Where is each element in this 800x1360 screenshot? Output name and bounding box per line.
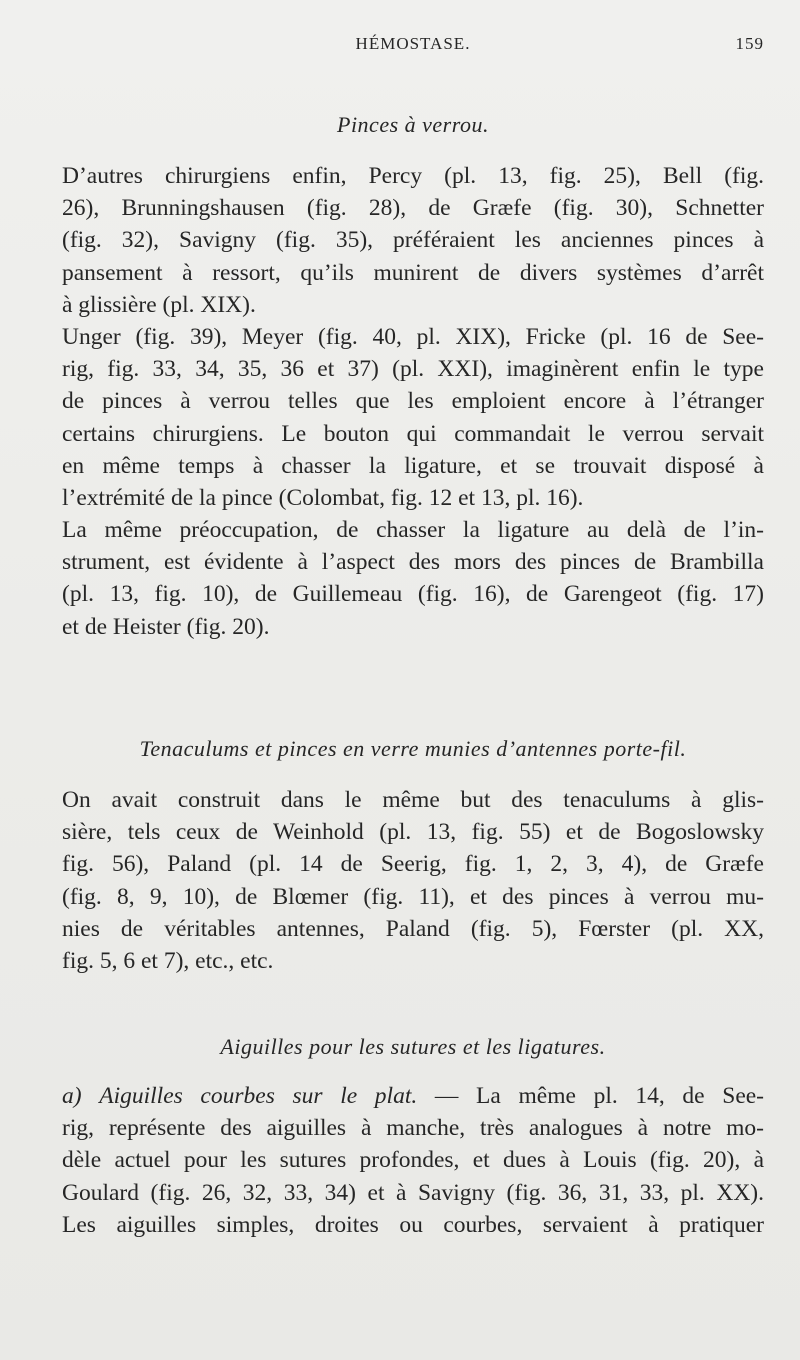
text-line: en même temps à chasser la ligature, et se trouvait disposé à — [62, 452, 764, 479]
text-line: La même préoccupation, de chasser la ligature au delà de l’in- — [62, 517, 764, 544]
text-line: dèle actuel pour les sutures profondes, et dues à Louis (fig. 20), à — [62, 1147, 764, 1174]
text-line: rig, représente des aiguilles à manche, très analogues à notre mo- — [62, 1115, 764, 1142]
text-line: On avait construit dans le même but des tenaculums à glis- — [62, 787, 764, 813]
text-line: 26), Brunningshausen (fig. 28), de Græfe (fig. 30), Schnetter — [62, 195, 764, 222]
text-line: fig. 56), Paland (pl. 14 de Seerig, fig. 1, 2, 3, 4), de Græfe — [62, 851, 764, 878]
paragraph-block-aiguilles — [62, 1080, 764, 1241]
text-line: strument, est évidente à l’aspect des mors des pinces de Brambilla — [62, 549, 764, 576]
page-number: 159 — [735, 34, 764, 53]
text-line: (fig. 32), Savigny (fig. 35), préféraient les anciennes pinces à — [62, 227, 764, 254]
text-line: (fig. 8, 9, 10), de Blœmer (fig. 11), et des pinces à verrou mu- — [62, 883, 764, 910]
paragraph-block-pinces — [62, 160, 764, 643]
text-line: fig. 5, 6 et 7), etc., etc. — [62, 947, 274, 974]
section-heading-pinces: Pinces à verrou. — [337, 112, 489, 137]
text-line: Goulard (fig. 26, 32, 33, 34) et à Savigny (fig. 36, 31, 33, pl. XX). — [62, 1179, 764, 1206]
paragraph-block-tenaculums — [62, 784, 764, 977]
text-line-lead — [62, 1080, 764, 1112]
text-line: (pl. 13, fig. 10), de Guillemeau (fig. 16), de Garengeot (fig. 17) — [62, 581, 764, 608]
text-line: certains chirurgiens. Le bouton qui commandait le verrou servait — [62, 420, 764, 447]
text-line: l’extrémité de la pince (Colombat, fig. 12 et 13, pl. 16). — [62, 484, 584, 511]
running-head — [62, 34, 764, 62]
text-line: pansement à ressort, qu’ils munirent de divers systèmes d’arrêt — [62, 259, 764, 286]
running-title: HÉMOSTASE. — [355, 34, 471, 53]
text-line: nies de véritables antennes, Paland (fig. 5), Fœrster (pl. XX, — [62, 915, 764, 942]
subheading-inline: Aiguilles courbes sur le plat. — [99, 1083, 418, 1109]
text-line: à glissière (pl. XIX). — [62, 291, 256, 318]
text-line: de pinces à verrou telles que les emploient encore à l’étranger — [62, 388, 764, 415]
section-heading-tenaculums: Tenaculums et pinces en verre munies d’antennes porte-fil. — [139, 736, 687, 761]
text-line: sière, tels ceux de Weinhold (pl. 13, fig. 55) et de Bogoslowsky — [62, 819, 764, 846]
text-line: Unger (fig. 39), Meyer (fig. 40, pl. XIX), Fricke (pl. 16 de See- — [62, 323, 764, 350]
text-line: rig, fig. 33, 34, 35, 36 et 37) (pl. XXI), imaginèrent enfin le type — [62, 356, 764, 383]
text-line: D’autres chirurgiens enfin, Percy (pl. 13, fig. 25), Bell (fig. — [62, 163, 764, 189]
lead-rest: — La même pl. 14, de See- — [434, 1083, 764, 1109]
section-heading-aiguilles: Aiguilles pour les sutures et les ligatures. — [220, 1034, 606, 1059]
text-line: Les aiguilles simples, droites ou courbes, servaient à pratiquer — [62, 1211, 764, 1238]
list-marker: a) — [62, 1083, 82, 1109]
text-line: et de Heister (fig. 20). — [62, 613, 270, 640]
